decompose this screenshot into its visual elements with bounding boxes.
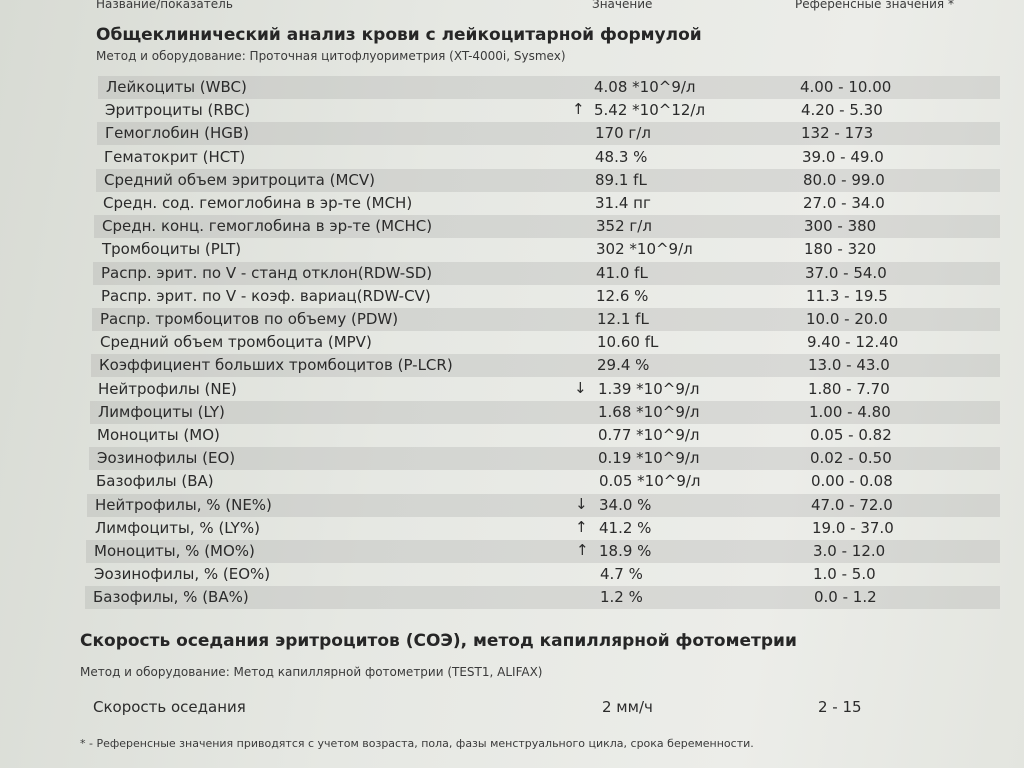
cbc-method-line: Метод и оборудование: Проточная цитофлуориметрия (XT-4000i, Sysmex) xyxy=(96,49,566,63)
result-row xyxy=(89,447,1000,470)
result-name: Гематокрит (HCT) xyxy=(104,147,246,166)
result-value: 352 г/л xyxy=(596,217,652,236)
result-value: 2 мм/ч xyxy=(602,698,653,716)
result-value: 18.9 % xyxy=(599,542,652,560)
reference-range: 37.0 - 54.0 xyxy=(805,263,887,282)
result-name: Эритроциты (RBC) xyxy=(105,101,251,120)
result-row xyxy=(85,696,1000,719)
reference-range: 9.40 - 12.40 xyxy=(807,333,899,352)
reference-range: 11.3 - 19.5 xyxy=(806,286,888,305)
result-name: Средн. конц. гемоглобина в эр-те (MCHC) xyxy=(102,217,433,236)
reference-range: 13.0 - 43.0 xyxy=(808,356,890,375)
result-name: Нейтрофилы (NE) xyxy=(98,379,237,398)
result-row xyxy=(87,494,1000,517)
result-name: Распр. эрит. по V - станд отклон(RDW-SD) xyxy=(101,263,433,282)
result-name: Лимфоциты, % (LY%) xyxy=(95,518,260,537)
result-row xyxy=(93,262,1000,285)
reference-range: 0.05 - 0.82 xyxy=(810,426,892,444)
reference-range: 300 - 380 xyxy=(804,217,877,236)
reference-range: 19.0 - 37.0 xyxy=(812,518,894,537)
result-name: Тромбоциты (PLT) xyxy=(102,240,242,259)
result-name: Эозинофилы (EO) xyxy=(97,449,236,468)
result-value: 1.2 % xyxy=(600,588,643,607)
column-header-reference: Референсные значения * xyxy=(795,0,954,11)
result-name: Лейкоциты (WBC) xyxy=(106,78,247,96)
result-value: 302 *10^9/л xyxy=(596,240,693,259)
result-name: Распр. тромбоцитов по объему (PDW) xyxy=(100,310,399,328)
result-row xyxy=(90,378,1000,401)
result-value: 41.0 fL xyxy=(596,263,648,282)
result-value: 29.4 % xyxy=(597,356,650,375)
result-row xyxy=(95,192,1000,215)
reference-range: 47.0 - 72.0 xyxy=(811,495,893,514)
result-name: Коэффициент больших тромбоцитов (P-LCR) xyxy=(99,356,453,375)
abnormal-flag-icon: ↑ xyxy=(576,541,589,559)
result-value: 12.1 fL xyxy=(597,310,649,328)
reference-range: 0.00 - 0.08 xyxy=(811,472,893,491)
result-value: 0.77 *10^9/л xyxy=(598,426,700,444)
abnormal-flag-icon: ↓ xyxy=(575,494,588,513)
esr-section-title: Скорость оседания эритроцитов (СОЭ), метод капиллярной фотометрии xyxy=(80,631,797,651)
result-name: Средний объем эритроцита (MCV) xyxy=(104,170,375,189)
result-value: 5.42 *10^12/л xyxy=(594,101,706,120)
result-value: 1.68 *10^9/л xyxy=(598,402,700,421)
result-row xyxy=(85,586,1000,609)
result-name: Базофилы (BA) xyxy=(96,472,214,491)
reference-range: 4.00 - 10.00 xyxy=(800,78,892,96)
result-value: 41.2 % xyxy=(599,518,652,537)
result-row xyxy=(96,146,1000,169)
result-name: Нейтрофилы, % (NE%) xyxy=(95,495,272,514)
reference-range: 1.00 - 4.80 xyxy=(809,402,891,421)
abnormal-flag-icon: ↓ xyxy=(574,378,587,397)
result-row xyxy=(97,122,1000,145)
result-value: 4.08 *10^9/л xyxy=(594,78,696,96)
reference-range: 27.0 - 34.0 xyxy=(803,194,885,212)
result-row xyxy=(86,563,1000,586)
result-row xyxy=(94,238,1000,261)
reference-range: 2 - 15 xyxy=(818,698,862,716)
result-row xyxy=(93,285,1000,308)
result-value: 31.4 пг xyxy=(595,194,651,212)
column-header-value: Значение xyxy=(592,0,653,11)
result-value: 34.0 % xyxy=(599,495,652,514)
result-row xyxy=(96,169,1000,192)
result-row xyxy=(88,470,1000,493)
result-name: Средн. сод. гемоглобина в эр-те (MCH) xyxy=(103,194,413,212)
reference-range: 1.80 - 7.70 xyxy=(808,379,890,398)
result-row xyxy=(91,354,1000,377)
result-value: 4.7 % xyxy=(600,565,643,584)
result-name: Скорость оседания xyxy=(93,698,246,716)
reference-range: 0.02 - 0.50 xyxy=(810,449,892,468)
result-row xyxy=(94,215,1000,238)
result-name: Средний объем тромбоцита (MPV) xyxy=(100,333,372,352)
result-value: 0.19 *10^9/л xyxy=(598,449,700,468)
result-name: Эозинофилы, % (EO%) xyxy=(94,565,271,584)
result-row xyxy=(87,517,1000,540)
result-row xyxy=(92,308,1000,331)
abnormal-flag-icon: ↑ xyxy=(572,100,585,119)
result-name: Моноциты, % (MO%) xyxy=(94,542,255,560)
result-name: Лимфоциты (LY) xyxy=(98,402,225,421)
result-name: Гемоглобин (HGB) xyxy=(105,124,249,143)
result-row xyxy=(89,424,1000,447)
reference-range: 180 - 320 xyxy=(804,240,877,259)
result-value: 48.3 % xyxy=(595,147,648,166)
reference-range: 1.0 - 5.0 xyxy=(813,565,876,584)
reference-range: 80.0 - 99.0 xyxy=(803,170,885,189)
result-value: 12.6 % xyxy=(596,286,649,305)
result-value: 89.1 fL xyxy=(595,170,647,189)
reference-range: 10.0 - 20.0 xyxy=(806,310,888,328)
result-row xyxy=(98,76,1000,99)
result-name: Моноциты (MO) xyxy=(97,426,220,444)
reference-footnote: * - Референсные значения приводятся с учетом возраста, пола, фазы менструального цикла, срока беременности. xyxy=(80,737,754,750)
reference-range: 132 - 173 xyxy=(801,124,874,143)
cbc-section-title: Общеклинический анализ крови с лейкоцитарной формулой xyxy=(96,25,702,45)
reference-range: 39.0 - 49.0 xyxy=(802,147,884,166)
abnormal-flag-icon: ↑ xyxy=(575,517,588,536)
result-value: 10.60 fL xyxy=(597,333,659,352)
esr-method-line: Метод и оборудование: Метод капиллярной фотометрии (TEST1, ALIFAX) xyxy=(80,665,543,679)
result-row xyxy=(86,540,1000,563)
result-name: Распр. эрит. по V - коэф. вариац(RDW-CV) xyxy=(101,286,431,305)
result-row xyxy=(92,331,1000,354)
reference-range: 3.0 - 12.0 xyxy=(813,542,886,560)
result-value: 1.39 *10^9/л xyxy=(598,379,700,398)
reference-range: 0.0 - 1.2 xyxy=(814,588,877,607)
reference-range: 4.20 - 5.30 xyxy=(801,101,883,120)
result-row xyxy=(97,99,1000,122)
result-row xyxy=(90,401,1000,424)
column-header-name: Название/показатель xyxy=(96,0,233,11)
result-value: 0.05 *10^9/л xyxy=(599,472,701,491)
result-value: 170 г/л xyxy=(595,124,651,143)
result-name: Базофилы, % (BA%) xyxy=(93,588,249,607)
